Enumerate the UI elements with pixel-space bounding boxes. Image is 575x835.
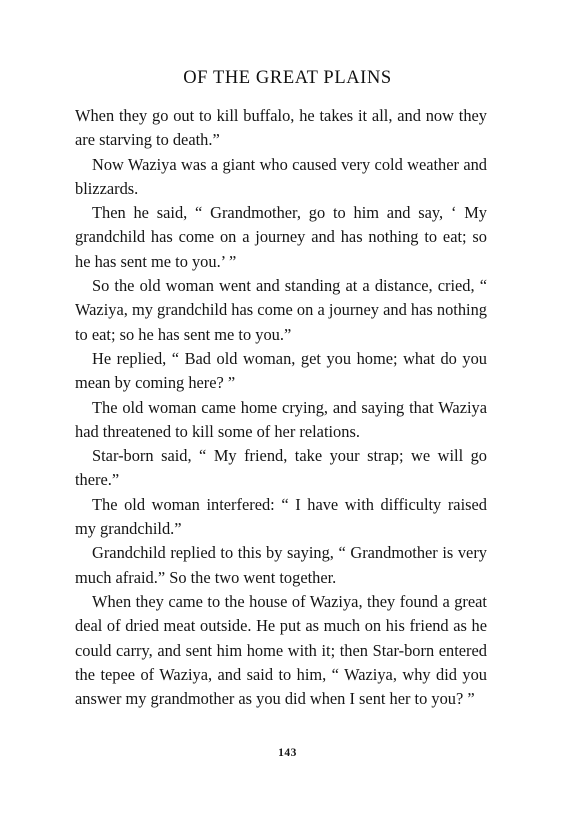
body-text [75,104,487,711]
running-title: OF THE GREAT PLAINS [183,68,392,88]
paragraph-2: Now Waziya was a giant who caused very cold weather and blizzards. [75,154,487,198]
paragraph-9: Grandchild replied to this by saying, “ Grandmother is very much afraid.” So the two went together. [75,543,487,587]
paragraph-7: Star-born said, “ My friend, take your strap; we will go there.” [75,446,487,490]
paragraph-8: The old woman interfered: “ I have with difficulty raised my grandchild.” [75,494,487,539]
paragraph-10: When they came to the house of Waziya, they found a great deal of dried meat outside. He put as much on his friend as he could carry, and sent him home with it; then Star-born entered the tepee of Waziya, and said to him, “ Waziya, why did you answer my grandmother as you did when I sent her to you? ” [75,591,487,709]
paragraph-1: When they go out to kill buffalo, he takes it all, and now they are starving to death.” [75,106,487,150]
paragraph-4: So the old woman went and standing at a distance, cried, “ Waziya, my grandchild has come on a journey and has nothing to eat; so he has sent me to you.” [75,276,487,344]
paragraph-3: Then he said, “ Grandmother, go to him and say, ‘ My grandchild has come on a journey and has nothing to eat; so he has sent me to you.’ ” [75,203,487,271]
page-number: 143 [278,747,297,759]
paragraph-5: He replied, “ Bad old woman, get you home; what do you mean by coming here? ” [75,348,487,393]
paragraph-6: The old woman came home crying, and saying that Waziya had threatened to kill some of her relations. [75,397,487,441]
